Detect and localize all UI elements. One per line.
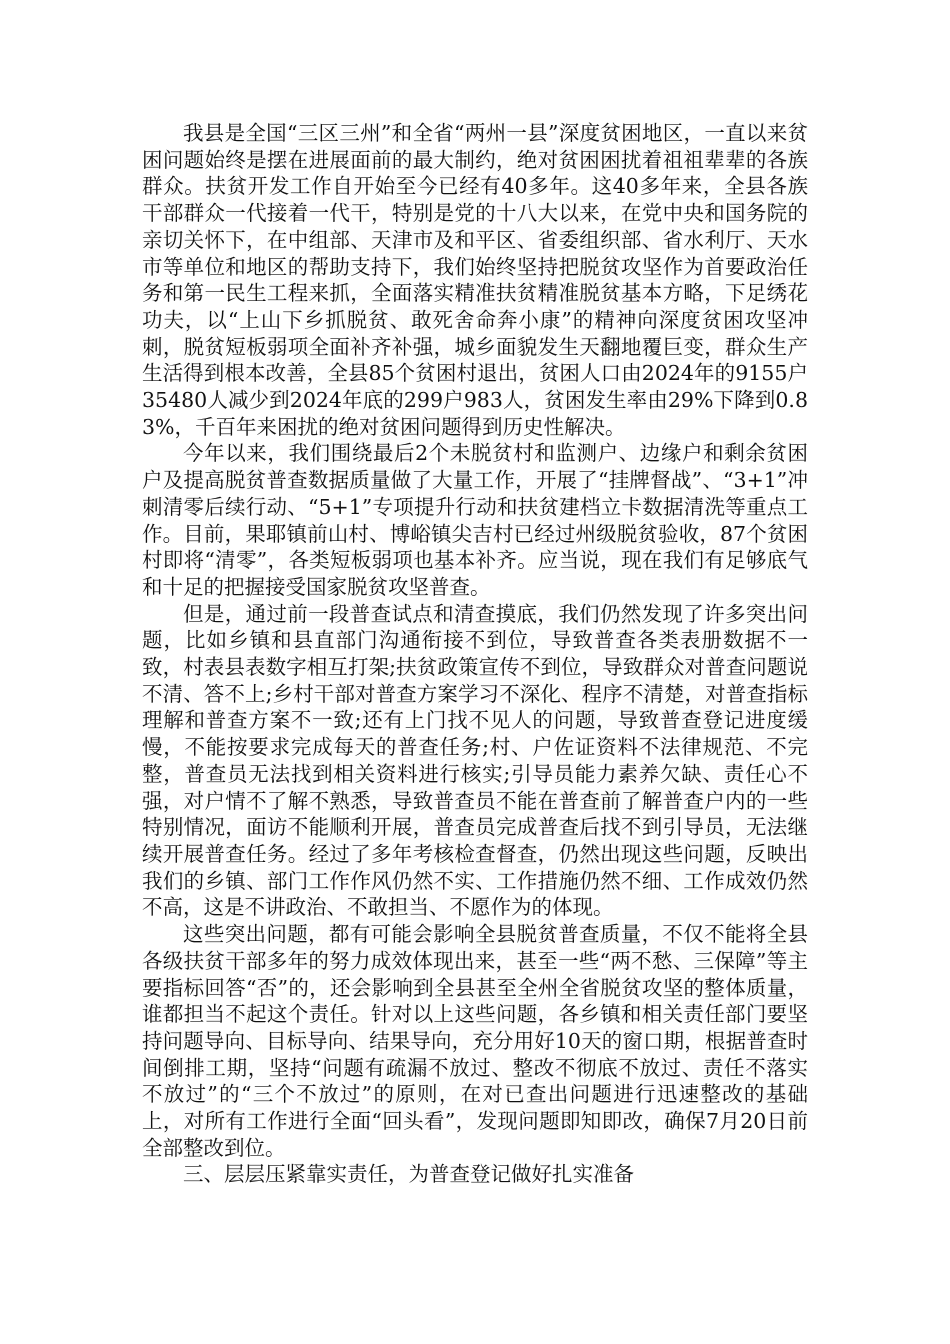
paragraph-this-year-work: 今年以来，我们围绕最后2个未脱贫村和监测户、边缘户和剩余贫困户及提高脱贫普查数据质量做了大量工作，开展了“挂牌督战”、“3+1”冲刺清零后续行动、“5+1”专项提升行动和扶贫建档立卡数据清洗等重点工作。目前，果耶镇前山村、博峪镇尖吉村已经过州级脱贫验收，87个贫困村即将“清零”，各类短板弱项也基本补齐。应当说，现在我们有足够底气和十足的把握接受国家脱贫攻坚普查。: [142, 441, 808, 599]
paragraph-problems-found: 但是，通过前一段普查试点和清查摸底，我们仍然发现了许多突出问题，比如乡镇和县直部门沟通衔接不到位，导致普查各类表册数据不一致，村表县表数字相互打架;扶贫政策宣传不到位，导致群众对普查问题说不清、答不上;乡村干部对普查方案学习不深化、程序不清楚，对普查指标理解和普查方案不一致;还有上门找不见人的问题，导致普查登记进度缓慢，不能按要求完成每天的普查任务;村、户佐证资料不法律规范、不完整，普查员无法找到相关资料进行核实;引导员能力素养欠缺、责任心不强，对户情不了解不熟悉，导致普查员不能在普查前了解普查户内的一些特别情况，面访不能顺利开展，普查员完成普查后找不到引导员，无法继续开展普查任务。经过了多年考核检查督查，仍然出现这些问题，反映出我们的乡镇、部门工作作风仍然不实、工作措施仍然不细、工作成效仍然不高，这是不讲政治、不敢担当、不愿作为的体现。: [142, 601, 808, 920]
paragraph-poverty-background: 我县是全国“三区三州”和全省“两州一县”深度贫困地区，一直以来贫困问题始终是摆在进展面前的最大制约，绝对贫困困扰着祖祖辈辈的各族群众。扶贫开发工作自开始至今已经有40多年。这40多年来，全县各族干部群众一代接着一代干，特别是党的十八大以来，在党中央和国务院的亲切关怀下，在中组部、天津市及和平区、省委组织部、省水利厅、天水市等单位和地区的帮助支持下，我们始终坚持把脱贫攻坚作为首要政治任务和第一民生工程来抓，全面落实精准扶贫精准脱贫基本方略，下足绣花功夫，以“上山下乡抓脱贫、敢死舍命奔小康”的精神向深度贫困攻坚冲刺，脱贫短板弱项全面补齐补强，城乡面貌发生天翻地覆巨变，群众生产生活得到根本改善，全县85个贫困村退出，贫困人口由2024年的9155户35480人减少到2024年底的299户983人，贫困发生率由29%下降到0.83%，千百年来困扰的绝对贫困问题得到历史性解决。: [142, 121, 808, 439]
paragraph-rectification: 这些突出问题，都有可能会影响全县脱贫普查质量，不仅不能将全县各级扶贫干部多年的努力成效体现出来，甚至一些“两不愁、三保障”等主要指标回答“否”的，还会影响到全县甚至全州全省脱贫攻坚的整体质量，谁都担当不起这个责任。针对以上这些问题，各乡镇和相关责任部门要坚持问题导向、目标导向、结果导向，充分用好10天的窗口期，根据普查时间倒排工期，坚持“问题有疏漏不放过、整改不彻底不放过、责任不落实不放过”的“三个不放过”的原则，在对已查出问题进行迅速整改的基础上，对所有工作进行全面“回头看”，发现问题即知即改，确保7月20日前全部整改到位。: [142, 922, 808, 1160]
section-heading-three: 三、层层压紧靠实责任，为普查登记做好扎实准备: [183, 1162, 634, 1187]
document-body: [142, 120, 808, 1230]
